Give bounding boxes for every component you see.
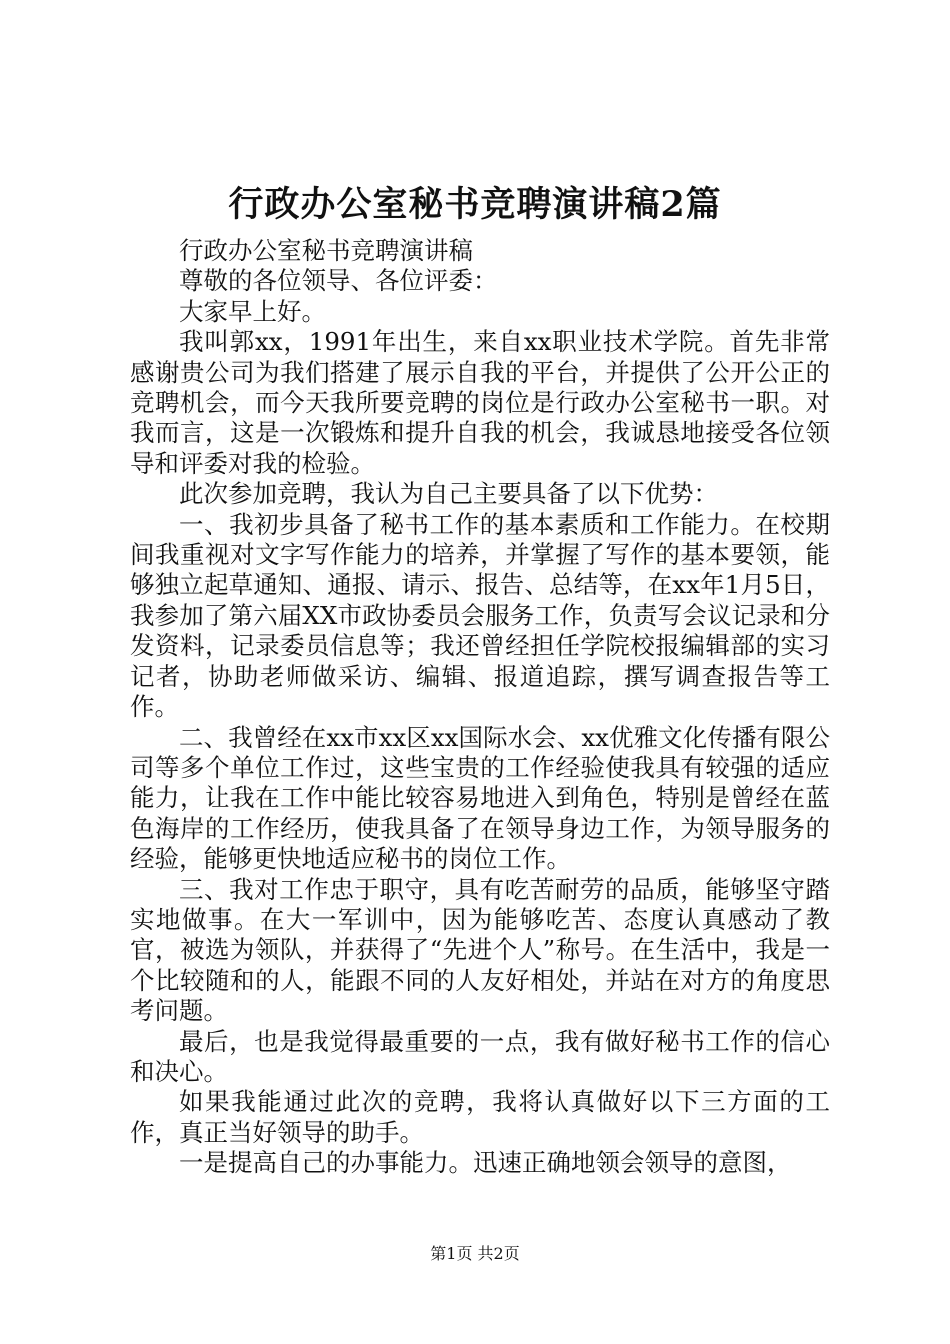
- paragraph-plan-intro: 如果我能通过此次的竞聘，我将认真做好以下三方面的工作，真正当好领导的助手。: [130, 1087, 830, 1147]
- page-footer: 第1页 共2页: [430, 1244, 520, 1263]
- paragraph-introduction: 我叫郭xx，1991年出生，来自xx职业技术学院。首先非常感谢贵公司为我们搭建了展示自我的平台，并提供了公开公正的竞聘机会，而今天我所要竞聘的岗位是行政办公室秘书一职。对我而言，这是一次锻炼和提升自我的机会，我诚恳地接受各位领导和评委对我的检验。: [130, 327, 830, 478]
- paragraph-greeting: 大家早上好。: [179, 296, 326, 326]
- paragraph-salutation: 尊敬的各位领导、各位评委：: [179, 266, 498, 296]
- paragraph-advantage-two: 二、我曾经在xx市xx区xx国际水会、xx优雅文化传播有限公司等多个单位工作过，这些宝贵的工作经验使我具有较强的适应能力，让我在工作中能比较容易地进入到角色，特别是曾经在蓝色海岸的工作经历，使我具备了在领导身边工作，为领导服务的经验，能够更快地适应秘书的岗位工作。: [130, 722, 830, 874]
- paragraph-advantages-intro: 此次参加竞聘，我认为自己主要具备了以下优势：: [179, 479, 718, 509]
- document-body: [130, 236, 830, 1179]
- paragraph-advantage-three: 三、我对工作忠于职守，具有吃苦耐劳的品质，能够坚守踏实地做事。在大一军训中，因为能够吃苦、态度认真感动了教官，被选为领队，并获得了“先进个人”称号。在生活中，我是一个比较随和的人，能跟不同的人友好相处，并站在对方的角度思考问题。: [130, 874, 830, 1026]
- paragraph-subtitle: 行政办公室秘书竞聘演讲稿: [179, 236, 473, 265]
- document-title: 行政办公室秘书竞聘演讲稿2篇: [228, 184, 722, 225]
- paragraph-advantage-one: 一、我初步具备了秘书工作的基本素质和工作能力。在校期间我重视对文字写作能力的培养，并掌握了写作的基本要领，能够独立起草通知、通报、请示、报告、总结等，在xx年1月5日，我参加了第六届XX市政协委员会服务工作，负责写会议记录和分发资料，记录委员信息等；我还曾经担任学院校报编辑部的实习记者，协助老师做采访、编辑、报道追踪，撰写调查报告等工作。: [130, 509, 830, 722]
- paragraph-plan-one: 一是提高自己的办事能力。迅速正确地领会领导的意图，: [179, 1148, 792, 1178]
- paragraph-confidence: 最后，也是我觉得最重要的一点，我有做好秘书工作的信心和决心。: [130, 1026, 830, 1086]
